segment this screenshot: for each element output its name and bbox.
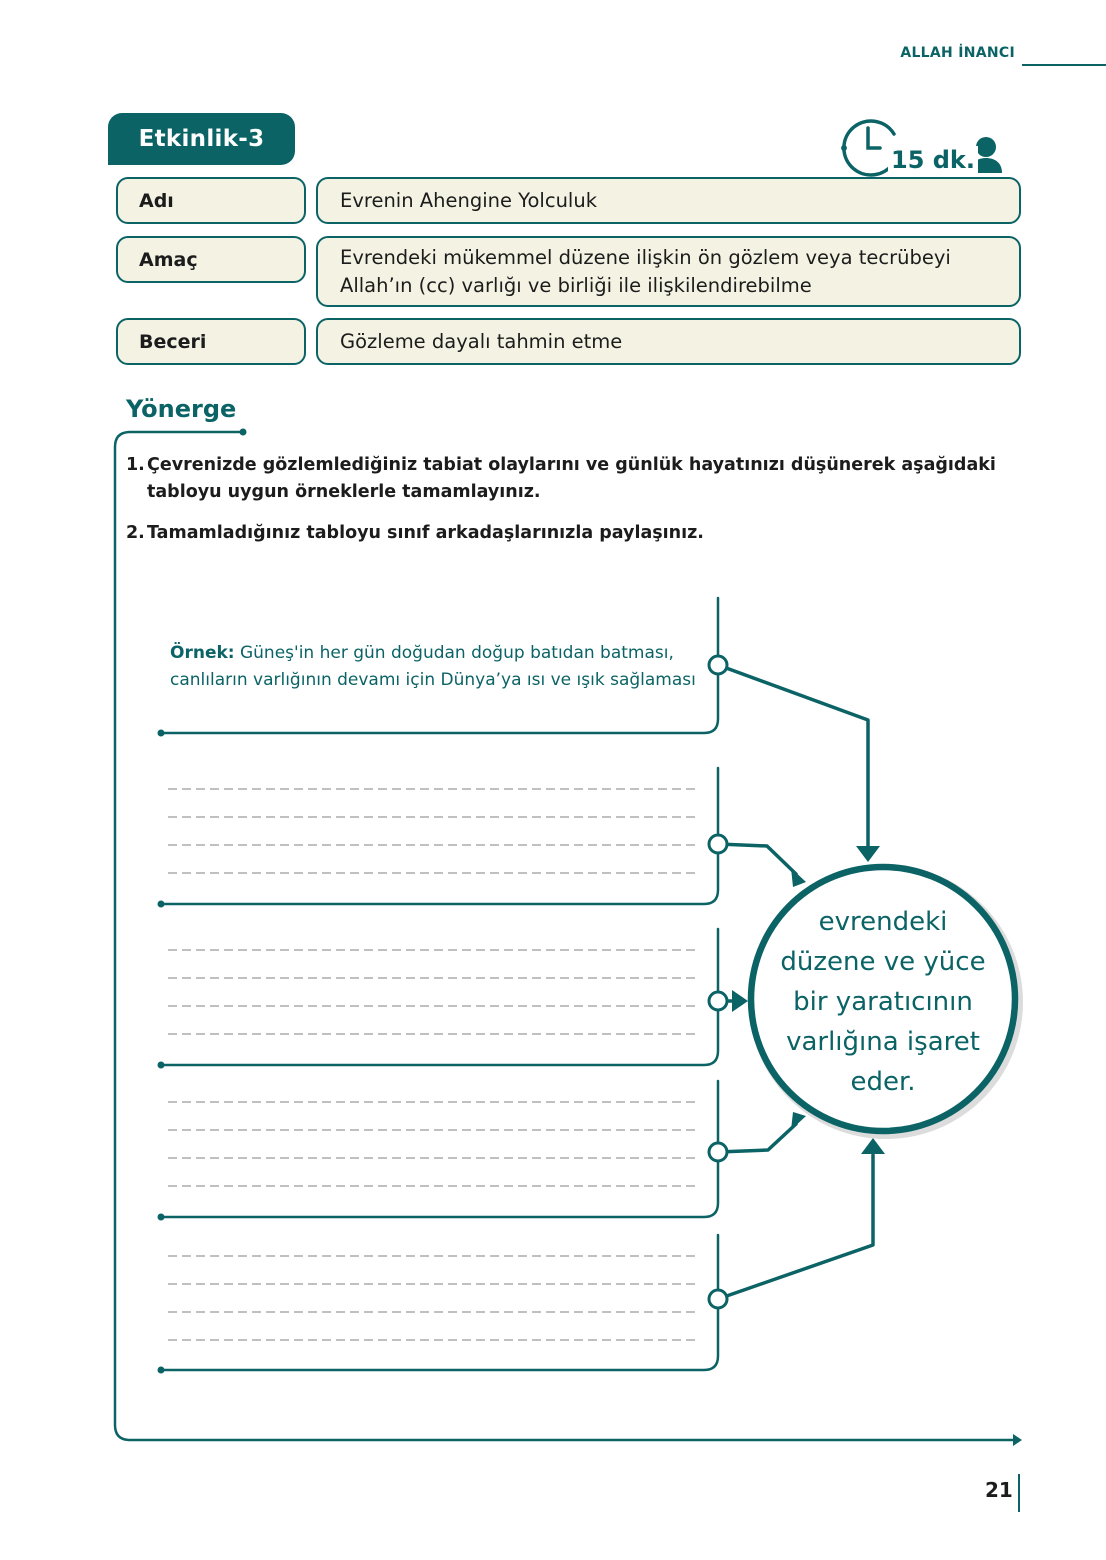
- circle-line-4: varlığına işaret: [786, 1027, 980, 1057]
- box-dot-2: [158, 901, 165, 908]
- circle-line-2: düzene ve yüce: [780, 947, 986, 977]
- arrowhead-icon-5: [861, 1138, 885, 1154]
- arrowhead-icon-1: [856, 846, 880, 862]
- header-title: ALLAH İNANCI: [900, 45, 1015, 61]
- instruction-2-number: 2.: [126, 523, 145, 543]
- skill-value: Gözleme dayalı tahmin etme: [316, 318, 1021, 365]
- purpose-value-line1: Evrendeki mükemmel düzene ilişkin ön gözlem veya tecrübeyi: [340, 245, 951, 269]
- box-dot-4: [158, 1214, 165, 1221]
- frame-arrow-icon: [1013, 1434, 1022, 1446]
- example-line2: canlıların varlığının devamı için Dünya’ya ısı ve ışık sağlaması: [170, 670, 696, 690]
- box-dot-3: [158, 1062, 165, 1069]
- box-bracket-5: [161, 1235, 718, 1370]
- arrowhead-icon-3: [732, 990, 748, 1012]
- time-label: 15 dk.: [888, 146, 978, 174]
- arrowhead-icon-2: [791, 868, 806, 887]
- instruction-1-line2: tabloyu uygun örneklerle tamamlayınız.: [147, 482, 541, 502]
- arrowhead-icon-4: [791, 1112, 806, 1130]
- circle-line-5: eder.: [850, 1067, 916, 1097]
- activity-tab: Etkinlik-3: [108, 113, 295, 165]
- example-label: Örnek:: [170, 643, 235, 663]
- instruction-2-line1: Tamamladığınız tabloyu sınıf arkadaşlarınızla paylaşınız.: [147, 523, 704, 543]
- node-circle-4: [709, 1143, 727, 1161]
- name-label: Adı: [116, 177, 306, 224]
- frame-start-dot: [240, 429, 247, 436]
- connector-line-4: [718, 1124, 796, 1152]
- circle-line-3: bir yaratıcının: [793, 987, 973, 1017]
- circle-line-1: evrendeki: [818, 907, 948, 937]
- node-circle-3: [709, 992, 727, 1010]
- purpose-value-line2: Allah’ın (cc) varlığı ve birliği ile ilişkilendirebilme: [340, 273, 812, 297]
- purpose-label: Amaç: [116, 236, 306, 283]
- page-number-bar: [1018, 1474, 1020, 1512]
- connector-line-1: [718, 665, 868, 848]
- example-line1: Güneş'in her gün doğudan doğup batıdan batması,: [239, 643, 674, 663]
- node-circle-1: [709, 656, 727, 674]
- instructions-title: Yönerge: [126, 395, 237, 423]
- circle-text: [762, 902, 1004, 1102]
- name-value: Evrenin Ahengine Yolculuk: [316, 177, 1021, 224]
- page-number: 21: [985, 1478, 1013, 1502]
- example-text: [170, 640, 710, 694]
- instruction-1-number: 1.: [126, 455, 145, 475]
- box-dot-1: [158, 730, 165, 737]
- box-dot-5: [158, 1367, 165, 1374]
- instruction-1-line1: Çevrenizde gözlemlediğiniz tabiat olaylarını ve günlük hayatınızı düşünerek aşağıdaki: [147, 455, 996, 475]
- node-circle-5: [709, 1290, 727, 1308]
- connector-line-5: [718, 1155, 873, 1299]
- connector-line-2: [718, 844, 796, 874]
- node-circle-2: [709, 835, 727, 853]
- skill-label: Beceri: [116, 318, 306, 365]
